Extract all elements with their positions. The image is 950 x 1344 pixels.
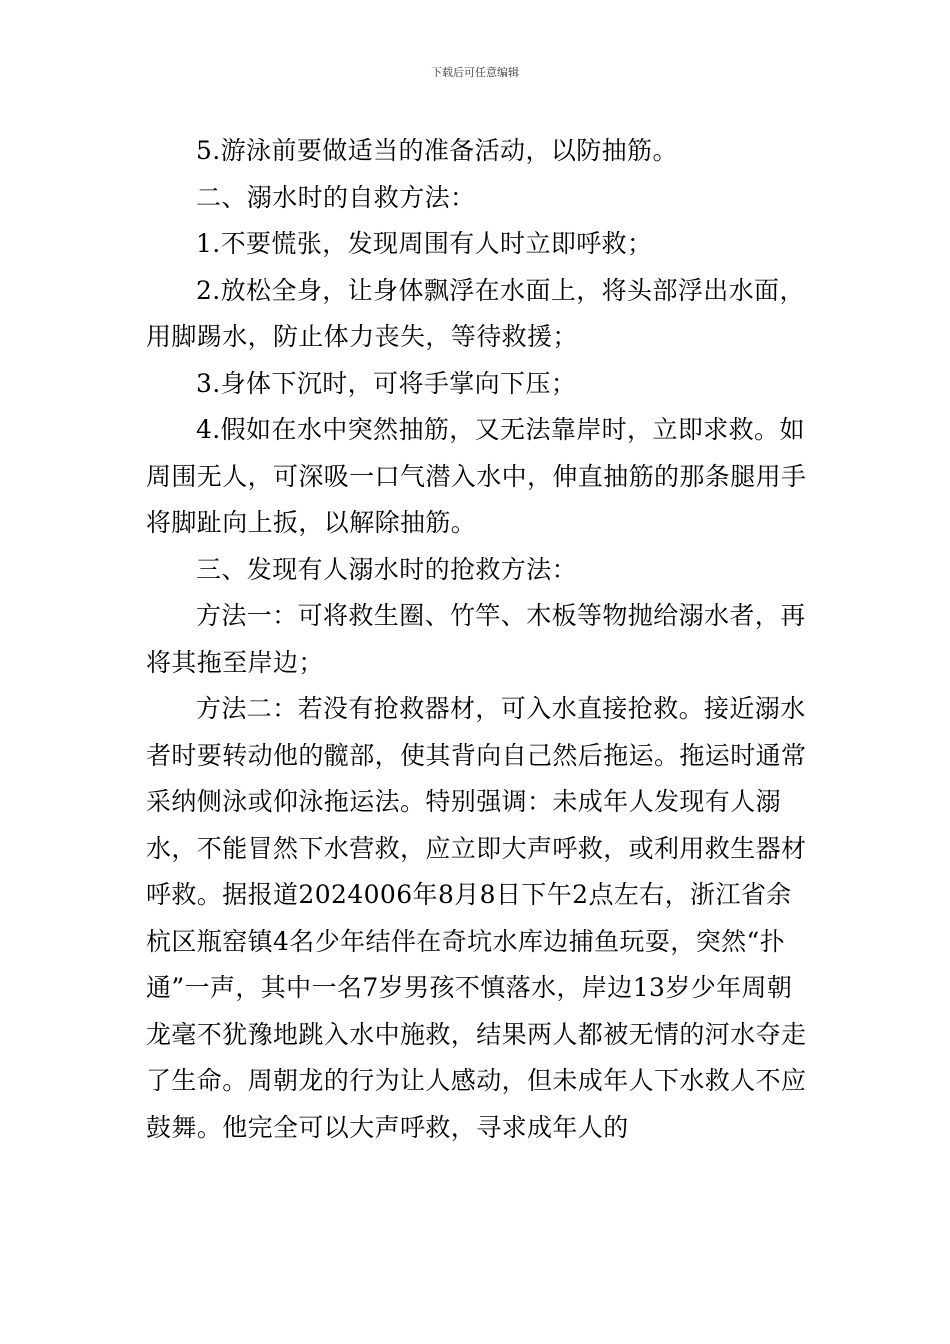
paragraph-swim-warmup: 5.游泳前要做适当的准备活动，以防抽筋。 <box>196 136 678 165</box>
paragraph-rescue-method-2: 方法二：若没有抢救器材，可入水直接抢救。接近溺水者时要转动他的髋部，使其背向自己然后拖运。拖运时通常采纳侧泳或仰泳拖运法。特别强调：未成年人发现有人溺水，不能冒然下水营救，应立即大声呼救，或利用救生器材呼救。据报道2024006年8月8日下午2点左右，浙江省余杭区瓶窑镇4名少年结伴在奇坑水库边捕鱼玩耍，突然“扑通”一声，其中一名7岁男孩不慎落水，岸边13岁少年周朝龙毫不犹豫地跳入水中施救，结果两人都被无情的河水夺走了生命。周朝龙的行为让人感动，但未成年人下水救人不应鼓舞。他完全可以大声呼救，寻求成年人的 <box>146 694 807 1142</box>
section-heading-rescue-others: 三、发现有人溺水时的抢救方法： <box>196 554 578 584</box>
paragraph-rescue-method-1: 方法一：可将救生圈、竹竿、木板等物抛给溺水者，再将其拖至岸边； <box>146 601 806 677</box>
page-header-note: 下载后可任意编辑 <box>431 66 519 79</box>
paragraph-self-rescue-1: 1.不要慌张，发现周围有人时立即呼救； <box>196 229 653 258</box>
document-body <box>146 128 811 1151</box>
paragraph-self-rescue-4: 4.假如在水中突然抽筋，又无法靠岸时，立即求救。如周围无人，可深吸一口气潜入水中，伸直抽筋的那条腿用手将脚趾向上扳，以解除抽筋。 <box>146 415 807 537</box>
paragraph-self-rescue-2: 2.放松全身，让身体飘浮在水面上，将头部浮出水面，用脚踢水，防止体力丧失，等待救援； <box>146 275 805 351</box>
section-heading-self-rescue: 二、溺水时的自救方法： <box>196 182 476 212</box>
paragraph-self-rescue-3: 3.身体下沉时，可将手掌向下压； <box>196 368 577 398</box>
